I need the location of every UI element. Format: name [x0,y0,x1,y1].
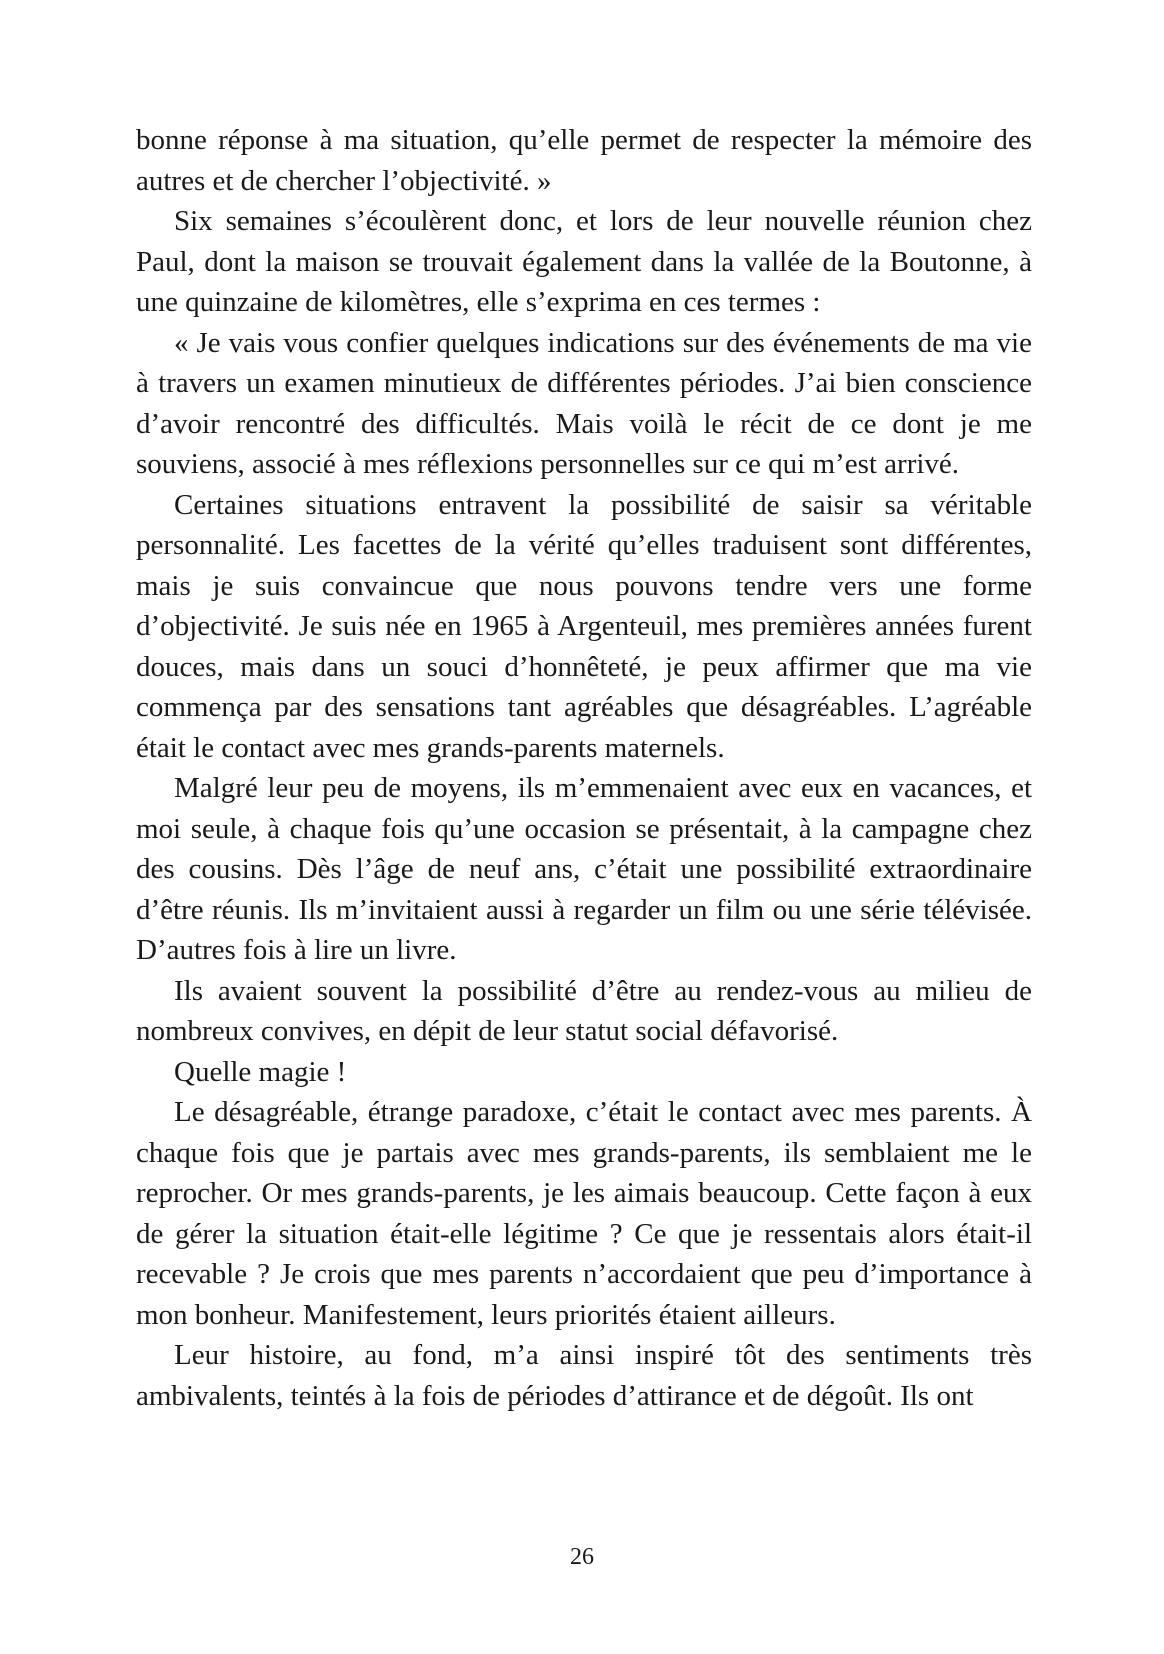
paragraph-9: Leur histoire, au fond, m’a ainsi inspiré tôt des sentiments très ambivalents, teintés à la fois de périodes d’attirance et de dégoût. Ils ont [136,1339,1032,1412]
paragraph-5: Malgré leur peu de moyens, ils m’emmenaient avec eux en vacances, et moi seule, à chaque fois qu’une occasion se présentait, à la campagne chez des cousins. Dès l’âge de neuf ans, c’était une possibilité extraordinaire d’être réunis. Ils m’invitaient aussi à regarder un film ou une série télévisée. D’autres fois à lire un livre. [136,772,1032,966]
paragraph-1: bonne réponse à ma situation, qu’elle permet de respecter la mémoire des autres et de chercher l’objectivité. » [136,124,1032,197]
page-number: 26 [570,1544,594,1570]
page-body [136,120,1032,1416]
paragraph-8: Le désagréable, étrange paradoxe, c’était le contact avec mes parents. À chaque fois que je partais avec mes grands-parents, ils semblaient me le reprocher. Or mes grands-parents, je les aimais beaucoup. Cette façon à eux de gérer la situation était-elle légitime ? Ce que je ressentais alors était-il recevable ? Je crois que mes parents n’accordaient que peu d’importance à mon bonheur. Manifestement, leurs priorités étaient ailleurs. [136,1096,1032,1331]
paragraph-7: Quelle magie ! [174,1055,347,1088]
paragraph-6: Ils avaient souvent la possibilité d’être au rendez-vous au milieu de nombreux convives, en dépit de leur statut social défavorisé. [136,974,1032,1047]
paragraph-4: Certaines situations entravent la possibilité de saisir sa véritable personnalité. Les facettes de la vérité qu’elles traduisent sont différentes, mais je suis convaincue que nous pouvons tendre vers une forme d’objectivité. Je suis née en 1965 à Argenteuil, mes premières années furent douces, mais dans un souci d’honnêteté, je peux affirmer que ma vie commença par des sensations tant agréables que désagréables. L’agréable était le contact avec mes grands-parents maternels. [136,488,1032,764]
paragraph-2: Six semaines s’écoulèrent donc, et lors de leur nouvelle réunion chez Paul, dont la maison se trouvait également dans la vallée de la Boutonne, à une quinzaine de kilomètres, elle s’exprima en ces termes : [136,205,1032,318]
paragraph-3: « Je vais vous confier quelques indications sur des événements de ma vie à travers un examen minutieux de différentes périodes. J’ai bien conscience d’avoir rencontré des difficultés. Mais voilà le récit de ce dont je me souviens, associé à mes réflexions personnelles sur ce qui m’est arrivé. [136,326,1032,480]
